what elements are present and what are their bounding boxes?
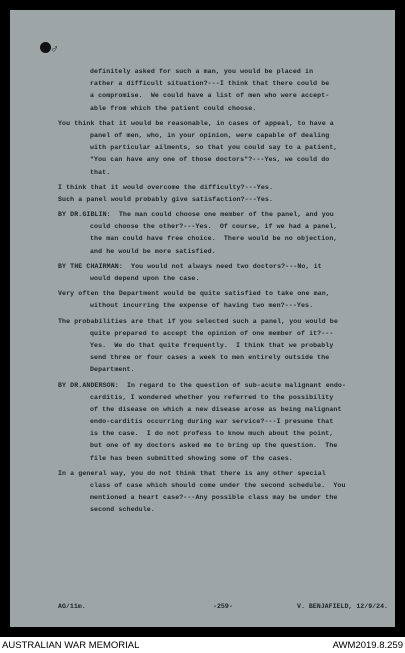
transcript-line: definitely asked for such a man, you would be placed in (90, 68, 314, 75)
handwritten-mark: ♂ (51, 42, 59, 56)
transcript-line: "You can have any one of those doctors"?---Yes, we could do (90, 156, 330, 164)
archive-caption (0, 637, 405, 653)
transcript-line: Department. (90, 366, 135, 374)
transcript-line: is the case. I do not profess to know much about the point, (90, 430, 334, 438)
transcript-line: class of case which should come under the second schedule. You (90, 482, 346, 489)
transcript-line: The probabilities are that if you selected such a panel, you would be (58, 317, 338, 325)
transcript-line: able from which the patient could choose. (90, 104, 257, 112)
transcript-line: BY DR.ANDERSON: In regard to the question of sub-acute malignant endo- (58, 381, 347, 389)
punch-hole (40, 42, 51, 53)
transcript-line: Yes. We do that quite frequently. I think that we probably (90, 341, 334, 349)
transcript-line: second schedule. (90, 506, 155, 514)
footer-reference: AG/11m. (58, 603, 86, 610)
transcript-line: without incurring the expense of having two men?---Yes. (90, 302, 314, 310)
transcript-line: the man could have free choice. There would be no objection, (90, 235, 338, 243)
transcript-line: Such a panel would probably give satisfaction?---Yes. (58, 195, 274, 203)
transcript-line: You think that it would be reasonable, in cases of appeal, to have a (58, 119, 334, 127)
transcript-line: file has been submitted showing some of the cases. (90, 454, 293, 462)
transcript-line: but one of my doctors asked me to bring up the question. The (90, 442, 338, 450)
transcript-line: rather a difficult situation?---I think that there could be (90, 80, 330, 88)
archive-reference: AWM2019.8.259 (332, 640, 403, 651)
transcript-line: that. (90, 168, 111, 176)
transcript-line: send three or four cases a week to men entirely outside the (90, 354, 330, 362)
transcript-line: Very often the Department would be quite satisfied to take one man, (58, 290, 330, 298)
footer-witness-date: V. BENJAFIELD, 12/9/24. (296, 603, 388, 610)
transcript-line: would depend upon the case. (90, 275, 200, 282)
transcript-line: quite prepared to accept the opinion of one member of it?--- (90, 329, 334, 337)
transcript-line: of the disease on which a new disease arose as being malignant (90, 405, 342, 413)
transcript-line: a compromise. We could have a list of men who were accept- (90, 92, 330, 100)
transcript-line: In a general way, you do not think that there is any other special (58, 469, 326, 477)
transcript-line: could choose the other?---Yes. Of course, if we had a panel, (90, 223, 338, 231)
transcript-line: I think that it would overcome the difficulty?---Yes. (58, 183, 274, 191)
transcript-line: carditis, I wondered whether you referred to the possibility (90, 393, 334, 401)
transcript-line: BY THE CHAIRMAN: You would not always need two doctors?---No, it (58, 262, 322, 270)
transcript-line: BY DR.GIBLIN: The man could choose one member of the panel, and you (58, 211, 334, 219)
transcript-line: panel of men, who, in your opinion, were capable of dealing (90, 131, 330, 139)
transcript-line: endo-carditis occurring during war service?---I presume that (90, 418, 334, 426)
transcript-line: mentioned a heart case?---Any possible class may be under the (90, 494, 338, 502)
transcript-line: with particular ailments, so that you could say to a patient, (90, 144, 338, 152)
page-number: -259- (213, 603, 233, 610)
document-page (10, 10, 395, 627)
transcript-line: and he would be more satisfied. (90, 247, 216, 255)
transcript-body (10, 66, 395, 517)
archive-name: AUSTRALIAN WAR MEMORIAL (2, 640, 140, 651)
